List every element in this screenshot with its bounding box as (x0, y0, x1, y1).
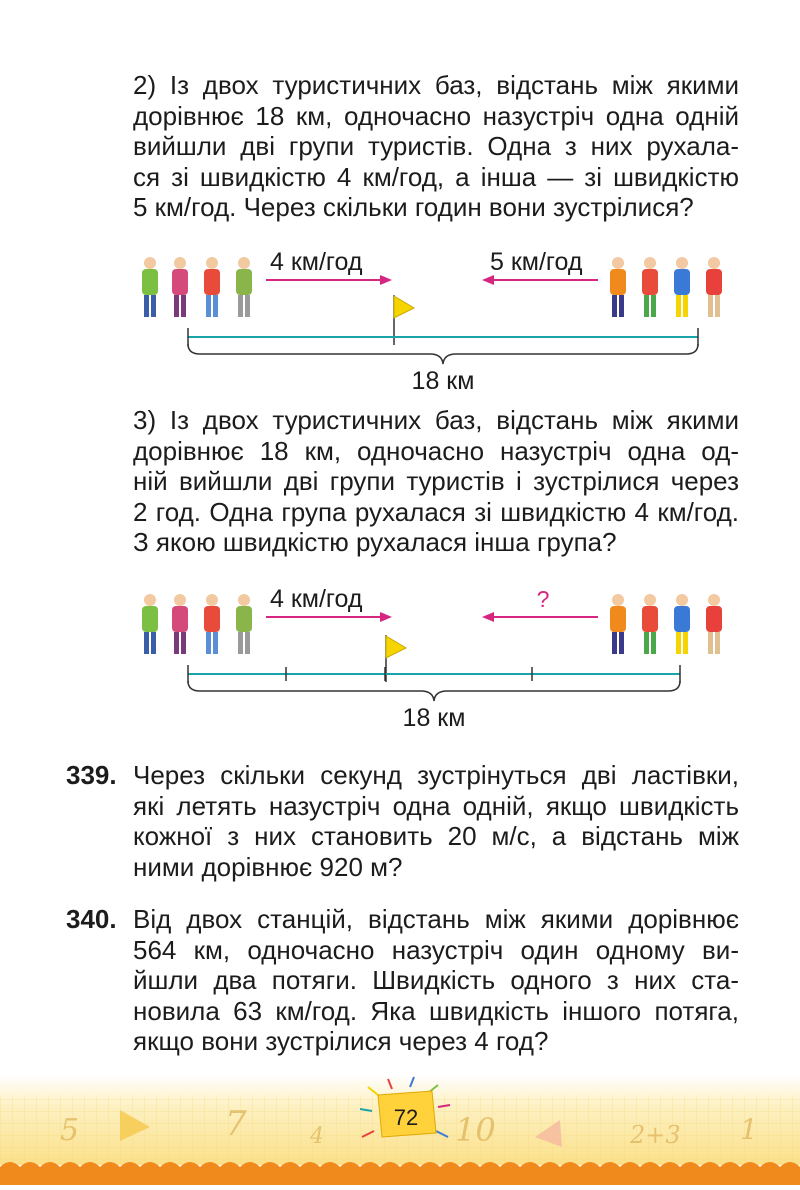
text-line: 564 км, одночасно назустріч один одному ви- (133, 934, 739, 965)
text-line: новила 63 км/год. Яка швидкість іншого потяга, (133, 995, 739, 1026)
diagram-problem-3 (130, 577, 750, 732)
left-speed-label: 4 км/год (270, 248, 363, 276)
text-line: Від двох станцій, відстань між якими дорівнює (133, 904, 739, 934)
text-line: дорівнює 18 км, одночасно назустріч одна одній (133, 100, 739, 131)
text-line: 2) Із двох туристичних баз, відстань між якими (133, 70, 739, 100)
footer-decor-digit: 1 (740, 1113, 758, 1146)
left-arrow-head (380, 275, 392, 285)
right-arrow-head (482, 612, 494, 622)
left-speed-label: 4 км/год (270, 585, 363, 613)
text-line: кожної з них становить 20 м/с, а відстань між (133, 821, 739, 851)
hikers-left-icon (142, 594, 252, 654)
text-line: ній вийшли дві групи туристів і зустрілися через (133, 466, 739, 496)
text-line: Через скільки секунд зустрінуться дві ластівки, (133, 760, 739, 790)
text-line: ними дорівнює 920 м? (133, 851, 403, 882)
footer-decor-digit: 4 (310, 1124, 324, 1149)
footer-decor-digit: 10 (455, 1111, 496, 1149)
unknown-speed-label: ? (536, 586, 550, 612)
text-line: вийшли дві групи туристів. Одна з них рухала- (133, 131, 739, 161)
hikers-right-icon (610, 594, 722, 654)
page-footer (0, 1075, 800, 1185)
text-line: 3) Із двох туристичних баз, відстань між якими (133, 405, 739, 435)
distance-brace (188, 344, 698, 364)
footer-decor-digit: 2+3 (630, 1121, 681, 1149)
diagram-problem-2 (130, 240, 750, 395)
hikers-left-icon (142, 257, 252, 317)
text-line: ся зі швидкістю 4 км/год, а інша — зі швидкістю (133, 161, 739, 192)
text-line: якщо вони зустрілися через 4 год? (133, 1026, 549, 1056)
text-line: дорівнює 18 км, одночасно назустріч одна од- (133, 435, 739, 466)
text-line: йшли два потяги. Швидкість одного з них ста- (133, 965, 739, 995)
right-speed-label: 5 км/год (490, 248, 583, 276)
footer-decor-digit: 7 (225, 1104, 247, 1144)
hikers-right-icon (610, 257, 722, 317)
distance-brace (188, 681, 680, 701)
footer-wave (0, 1162, 800, 1185)
page-number: 72 (393, 1105, 419, 1130)
text-line: З якою швидкістю рухалася інша група? (133, 527, 617, 557)
distance-label: 18 км (411, 367, 475, 395)
problem-number: 339. (66, 760, 117, 790)
left-arrow-head (380, 612, 392, 622)
right-arrow-head (482, 275, 494, 285)
problem-number: 340. (66, 904, 117, 934)
text-line: 2 год. Одна група рухалася зі швидкістю 4 км/год. (133, 496, 739, 527)
text-line: які летять назустріч одна одній, якщо швидкість (133, 790, 739, 821)
footer-decor-digit: 5 (60, 1113, 80, 1148)
problem-2-text (133, 70, 739, 223)
problem-339-text (133, 760, 739, 882)
problem-3-text (133, 405, 739, 558)
distance-label: 18 км (402, 704, 466, 732)
problem-340-text (133, 904, 739, 1057)
text-line: 5 км/год. Через скільки годин вони зустрілися? (133, 192, 694, 222)
